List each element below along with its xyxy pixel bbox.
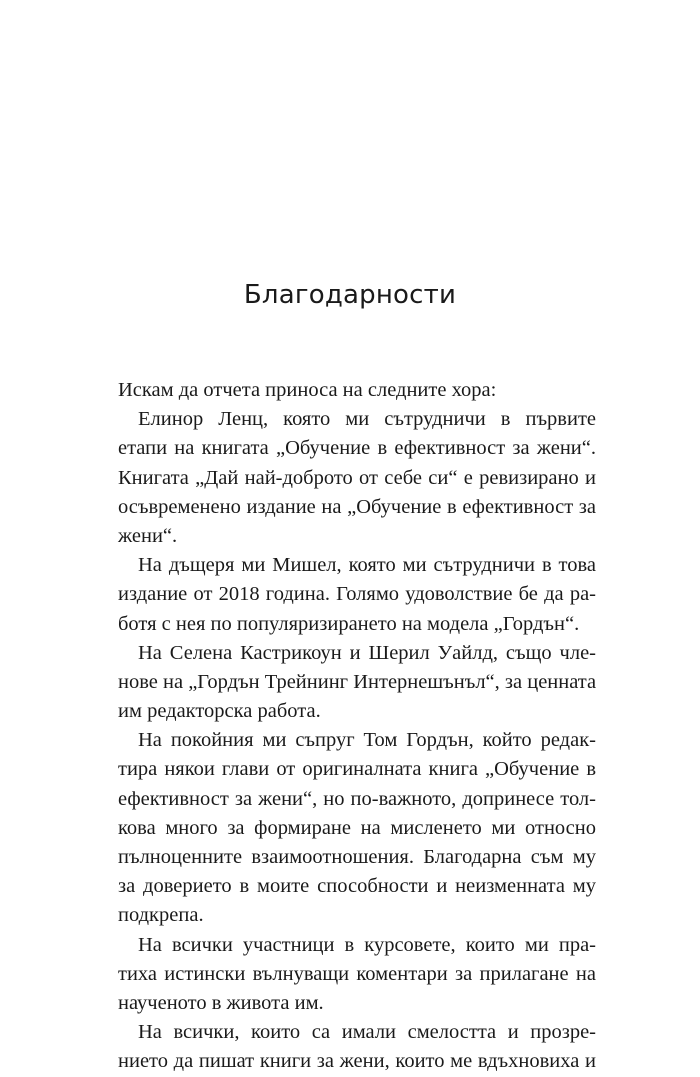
text-line: пълноценните взаимоотношения. Благодарна съм му bbox=[118, 846, 596, 868]
text-line: нието да пишат книги за жени, които ме вдъхновиха и bbox=[118, 1050, 596, 1073]
text-line: На дъщеря ми Мишел, която ми сътрудничи в това bbox=[138, 554, 596, 577]
text-line: издание от 2018 година. Голямо удоволствие бе да ра- bbox=[118, 583, 596, 606]
text-line: Искам да отчета приноса на следните хора: bbox=[118, 379, 497, 401]
text-line: за доверието в моите способности и неизменната му bbox=[118, 875, 596, 898]
text-line: нове на „Гордън Трейнинг Интернешънъл“, за ценната bbox=[118, 670, 597, 693]
text-line: Елинор Ленц, която ми сътрудничи в първите bbox=[138, 408, 596, 431]
text-line: На покойния ми съпруг Том Гордън, който редак- bbox=[138, 729, 596, 752]
text-line: На всички, които са имали смелостта и прозре- bbox=[138, 1021, 596, 1044]
text-line: етапи на книгата „Обучение в ефективност за жени“. bbox=[118, 437, 596, 460]
text-line: подкрепа. bbox=[118, 904, 204, 927]
text-line: ефективност за жени“, но по-важното, допринесе тол- bbox=[118, 787, 596, 810]
text-line: Книгата „Дай най-доброто от себе си“ е ревизирано и bbox=[118, 466, 596, 489]
text-line: На всички участници в курсовете, които ми пра- bbox=[138, 933, 596, 956]
text-line: осъвременено издание на „Обучение в ефективност за bbox=[118, 495, 596, 518]
text-line: кова много за формиране на мисленето ми относно bbox=[118, 816, 596, 839]
body-text bbox=[118, 376, 596, 1077]
text-line: тира някои глави от оригиналната книга „Обучение в bbox=[118, 758, 596, 781]
text-line: тиха истински вълнуващи коментари за прилагане на bbox=[118, 962, 596, 985]
text-line: На Селена Кастрикоун и Шерил Уайлд, също чле- bbox=[138, 641, 596, 664]
page-title: Благодарности bbox=[243, 280, 457, 310]
text-line: жени“. bbox=[118, 524, 178, 547]
text-line: ботя с нея по популяризирането на модела „Гордън“. bbox=[118, 612, 580, 635]
text-line: наученото в живота им. bbox=[118, 991, 324, 1014]
text-line: им редакторска работа. bbox=[118, 700, 321, 723]
